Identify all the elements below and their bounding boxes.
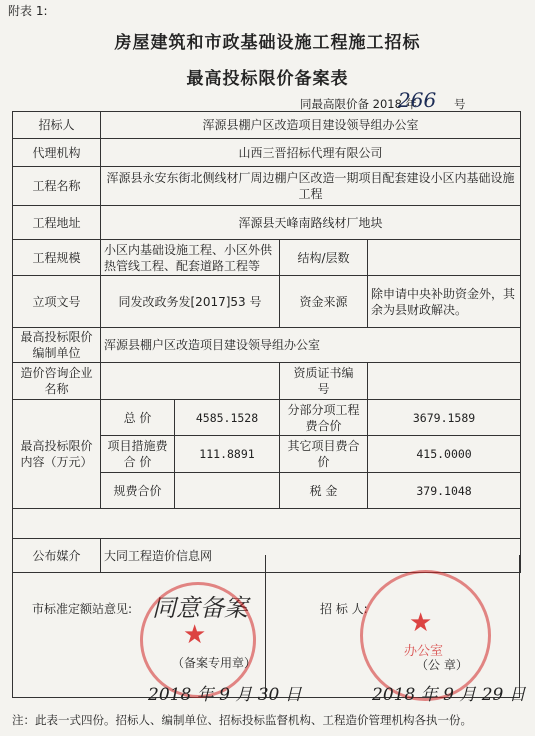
record-prefix: 同最高限价备 2018 年 <box>300 97 418 111</box>
media-value: 大同工程造价信息网 <box>101 539 521 573</box>
filing-table <box>12 111 521 573</box>
structure-label: 结构/层数 <box>280 240 368 276</box>
approval-date-right: 2018 年 9 月 29 日 <box>372 685 526 705</box>
filing-seal-star-icon: ★ <box>183 620 207 650</box>
consult-value <box>101 363 280 400</box>
cert-label: 资质证书编 号 <box>280 363 368 400</box>
tax-value: 379.1048 <box>368 473 521 509</box>
official-seal-label: （公 章） <box>416 658 468 672</box>
approval-divider <box>265 555 266 698</box>
subitem-value: 3679.1589 <box>368 400 521 436</box>
record-suffix: 号 <box>454 97 466 111</box>
project-name-label: 工程名称 <box>13 167 101 206</box>
title-line-1: 房屋建筑和市政基础设施工程施工招标 <box>114 33 421 53</box>
compiler-label: 最高投标限价编制单位 <box>13 328 101 363</box>
project-address-label: 工程地址 <box>13 206 101 240</box>
approval-label: 立项文号 <box>13 276 101 328</box>
tax-label: 税 金 <box>280 473 368 509</box>
approval-value: 同发改政务发[2017]53 号 <box>101 276 280 328</box>
fees-label: 规费合价 <box>101 473 175 509</box>
opinion-label: 市标准定额站意见: <box>32 602 133 616</box>
scale-value: 小区内基础设施工程、小区外供热管线工程、配套道路工程等 <box>101 240 280 276</box>
seal-label: （备案专用章） <box>172 656 257 670</box>
approval-date-left: 2018 年 9 月 30 日 <box>148 685 302 705</box>
cert-value <box>368 363 521 400</box>
tenderer-label: 招标人 <box>13 112 101 139</box>
opinion-handwritten: 同意备案 <box>152 594 248 622</box>
measures-value: 111.8891 <box>175 436 280 473</box>
tenderer-seal-text: 办公室 <box>404 644 444 659</box>
content-label: 最高投标限价内容（万元） <box>13 400 101 509</box>
project-name-value: 浑源县永安东街北侧线材厂周边棚户区改造一期项目配套建设小区内基础设施工程 <box>101 167 521 206</box>
tenderer-seal-star-icon: ★ <box>409 608 433 638</box>
tenderer-value: 浑源县棚户区改造项目建设领导组办公室 <box>101 112 521 139</box>
other-label: 其它项目费合 价 <box>280 436 368 473</box>
scale-label: 工程规模 <box>13 240 101 276</box>
other-value: 415.0000 <box>368 436 521 473</box>
fund-value: 除申请中央补助资金外，其余为县财政解决。 <box>368 276 521 328</box>
appendix-label: 附表 1: <box>8 4 48 18</box>
footnote: 注：此表一式四份。招标人、编制单位、招标投标监督机构、工程造价管理机构各执一份。 <box>12 713 472 727</box>
title-line-2: 最高投标限价备案表 <box>186 69 349 89</box>
total-label: 总 价 <box>101 400 175 436</box>
spacer-row <box>13 509 521 539</box>
consult-label: 造价咨询企业名称 <box>13 363 101 400</box>
compiler-value: 浑源县棚户区改造项目建设领导组办公室 <box>101 328 521 363</box>
tenderer-sign-label: 招 标 人: <box>320 602 368 616</box>
structure-value <box>368 240 521 276</box>
fees-value <box>175 473 280 509</box>
agency-value: 山西三晋招标代理有限公司 <box>101 139 521 167</box>
media-label: 公布媒介 <box>13 539 101 573</box>
project-address-value: 浑源县天峰南路线材厂地块 <box>101 206 521 240</box>
total-value: 4585.1528 <box>175 400 280 436</box>
agency-label: 代理机构 <box>13 139 101 167</box>
fund-label: 资金来源 <box>280 276 368 328</box>
measures-label: 项目措施费合 价 <box>101 436 175 473</box>
record-number: 266 <box>398 88 437 112</box>
subitem-label: 分部分项工程费合价 <box>280 400 368 436</box>
